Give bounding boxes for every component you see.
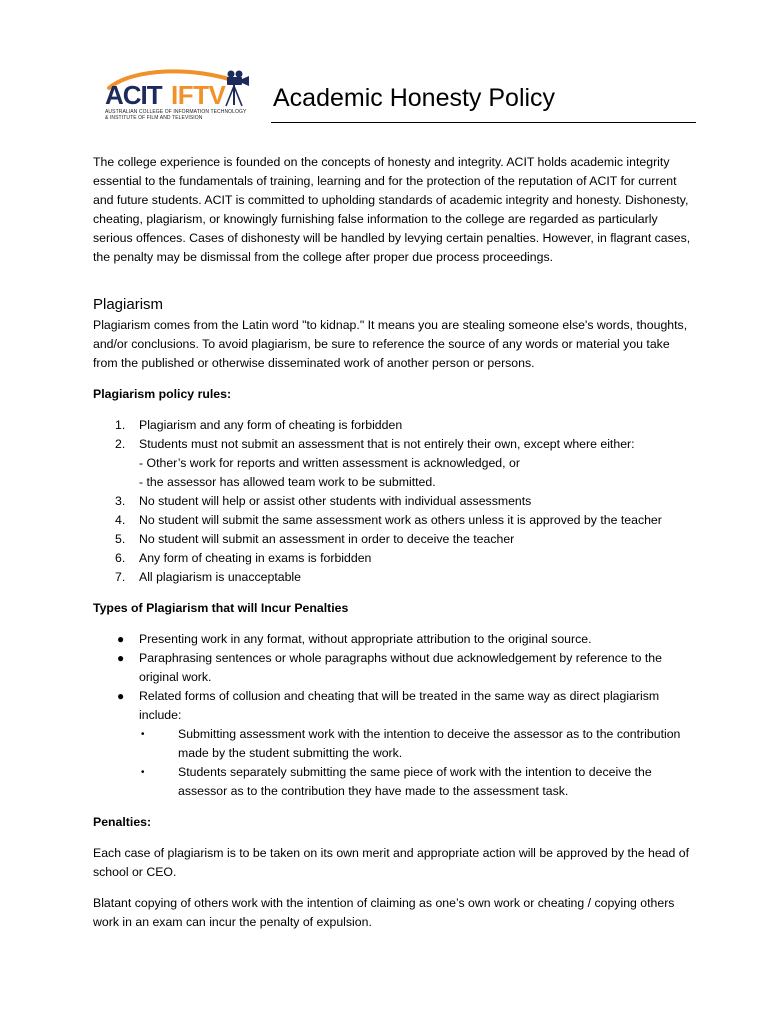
rule-sub-line: - the assessor has allowed team work to be submitted. [139,475,436,489]
list-item: 1. Plagiarism and any form of cheating is forbidden [115,418,403,432]
rule-sub-line: - Other’s work for reports and written assessment is acknowledged, or [139,456,520,470]
logo-tagline-1: AUSTRALIAN COLLEGE OF INFORMATION TECHNOLOGY [105,109,247,115]
list-item: ● Related forms of collusion and cheating that will be treated in the same way as direct plagiarism include: • Submitting assessment work with the intention to deceive the assessor as to the contribution made by the student submitting the work. • Students separately submitting the same piece of work with the intention to deceive the assessor as to the contribution they have made to the assessment task. [93,687,693,801]
types-list [93,630,693,801]
plagiarism-paragraph: Plagiarism comes from the Latin word "to kidnap." It means you are stealing someone else's words, thoughts, and/or conclusions. To avoid plagiarism, be sure to reference the source of any words or material you take from the published or otherwise disseminated work of another person or persons. [93,318,688,370]
list-item: ● Presenting work in any format, without appropriate attribution to the original source. [93,630,693,649]
types-sub-list [139,725,693,801]
list-item: ● Paraphrasing sentences or whole paragraphs without due acknowledgement by reference to the original work. [117,651,662,684]
sub-bullet-icon: • [141,729,145,740]
logo-graphic [103,68,258,108]
list-item: 7. All plagiarism is unacceptable [115,570,301,584]
rules-heading: Plagiarism policy rules: [93,387,232,401]
rules-list [93,416,693,587]
list-item: 4. No student will submit the same assessment work as others unless it is approved by the teacher [115,513,662,527]
penalties-paragraph-1: Each case of plagiarism is to be taken on its own merit and appropriate action will be approved by the head of school or CEO. [93,846,690,879]
bullet-icon: ● [117,651,125,665]
types-heading: Types of Plagiarism that will Incur Penalties [93,601,349,615]
bullet-icon: ● [117,689,125,703]
bullet-icon: ● [117,632,125,646]
title-underline [271,122,696,123]
penalties-heading: Penalties: [93,815,152,829]
logo-acit-text: ACIT [105,80,162,108]
sub-bullet-icon: • [141,767,145,778]
logo-tagline-2: & INSTITUTE OF FILM AND TELEVISION [105,115,203,121]
acit-iftv-logo [103,68,258,124]
list-item: • Submitting assessment work with the intention to deceive the assessor as to the contribution made by the student submitting the work. [141,727,681,760]
document-title: Academic Honesty Policy [273,84,556,112]
list-item: 3. No student will help or assist other students with individual assessments [115,494,532,508]
list-item: • Students separately submitting the same piece of work with the intention to deceive the assessor as to the contribution they have made to the assessment task. [141,765,652,798]
list-item: 5. No student will submit an assessment in order to deceive the teacher [115,532,515,546]
logo-iftv-text: IFTV [171,80,226,108]
plagiarism-heading: Plagiarism [93,296,164,313]
list-item: 6. Any form of cheating in exams is forbidden [115,551,372,565]
penalties-paragraph-2: Blatant copying of others work with the intention of claiming as one’s own work or cheating / copying others work in an exam can incur the penalty of expulsion. [93,896,675,929]
list-item: 2. Students must not submit an assessment that is not entirely their own, except where either: - Other’s work for reports and written assessment is acknowledged, or - the assessor has allowed team work to be submitted. [93,435,693,492]
film-camera-icon [226,71,249,107]
intro-paragraph: The college experience is founded on the concepts of honesty and integrity. ACIT holds academic integrity essential to the fundamentals of training, learning and for the protection of the reputation of ACIT for current and future students. ACIT is committed to upholding standards of academic integrity and honesty. Dishonesty, cheating, plagiarism, or knowingly furnishing false information to the college are regarded as particularly serious offences. Cases of dishonesty will be handled by levying certain penalties. However, in flagrant cases, the penalty may be dismissal from the college after proper due process proceedings. [93,155,691,264]
document-body [93,153,693,944]
